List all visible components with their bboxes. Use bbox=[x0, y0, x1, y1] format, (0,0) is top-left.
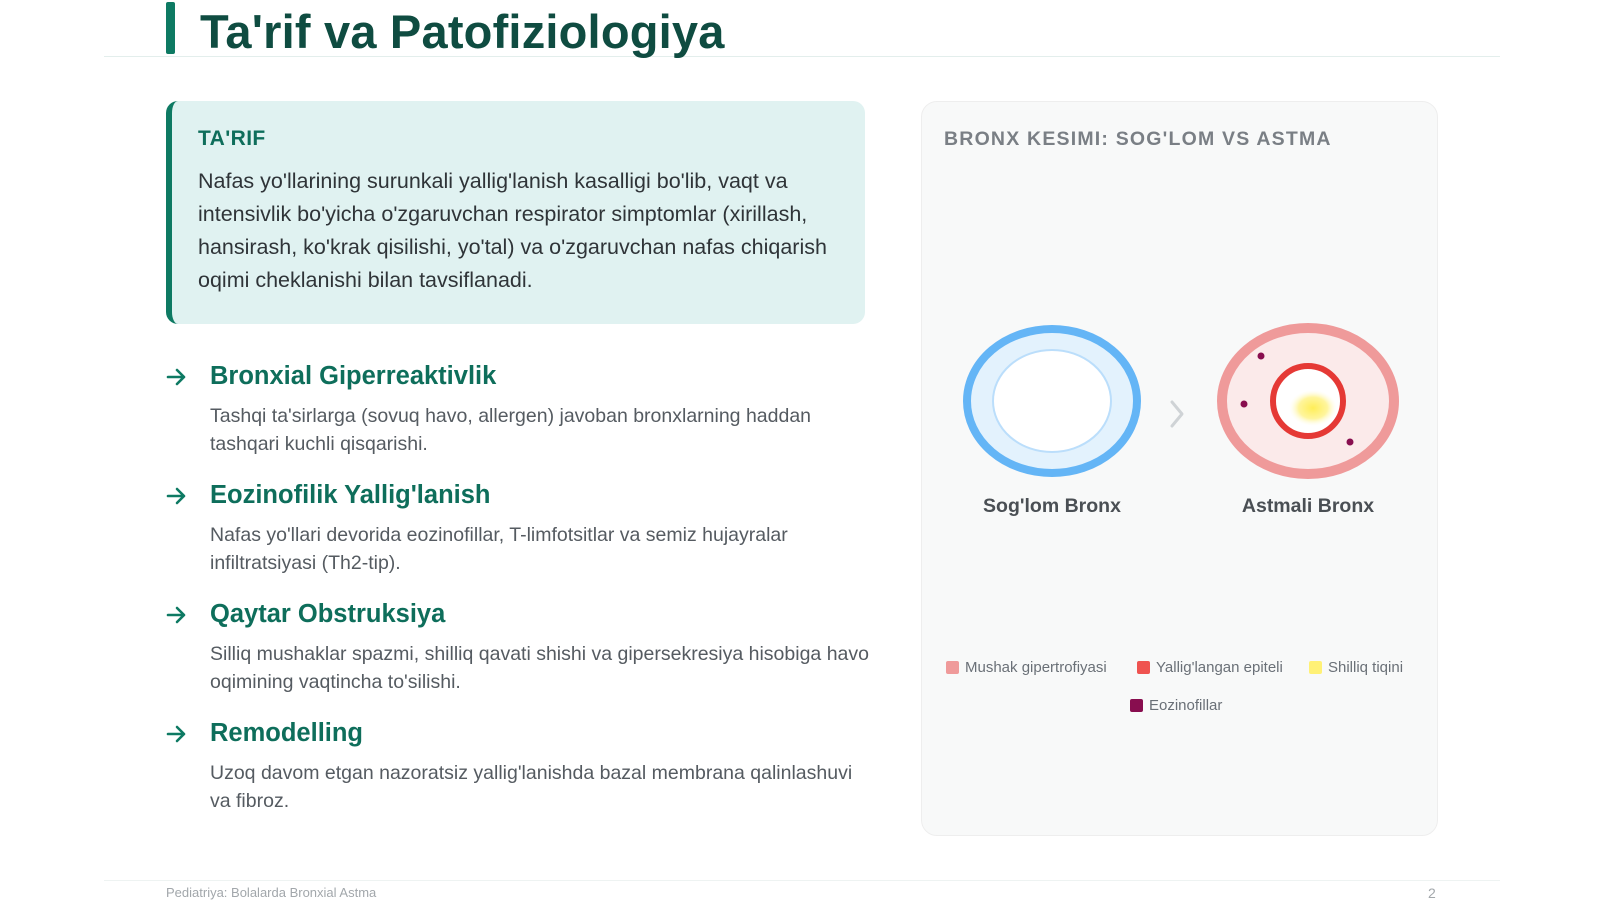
page-number: 2 bbox=[1428, 885, 1436, 900]
arrow-right-icon bbox=[166, 723, 188, 745]
legend-item bbox=[1130, 697, 1222, 714]
item-description: Nafas yo'llari devorida eozinofillar, T-limfotsitlar va semiz hujayralar infiltratsiyasi (Th2-tip). bbox=[210, 524, 788, 574]
footer-divider bbox=[104, 880, 1500, 881]
definition-label: TA'RIF bbox=[198, 127, 266, 150]
item-description: Silliq mushaklar spazmi, shilliq qavati shishi va gipersekresiya hisobiga havo oqimining vaqtincha to'silishi. bbox=[210, 643, 869, 693]
legend-swatch bbox=[1137, 661, 1150, 674]
list-item bbox=[166, 481, 866, 600]
page-title: Ta'rif va Patofiziologiya bbox=[200, 5, 725, 58]
bronchus-diagram bbox=[922, 102, 1439, 837]
asthmatic-bronchus bbox=[1222, 328, 1394, 474]
legend-item bbox=[1309, 659, 1403, 676]
arrow-right-icon bbox=[166, 366, 188, 388]
legend-item bbox=[946, 659, 1107, 676]
healthy-bronchus-label: Sog'lom Bronx bbox=[983, 495, 1121, 517]
item-title: Bronxial Giperreaktivlik bbox=[210, 362, 497, 390]
chevron-right-icon bbox=[1172, 402, 1182, 426]
item-description: Tashqi ta'sirlarga (sovuq havo, allergen) javoban bronxlarning haddan tashqari kuchli qisqarishi. bbox=[210, 405, 812, 455]
footer-text: Pediatriya: Bolalarda Bronxial Astma bbox=[166, 885, 377, 900]
legend-label: Yallig'langan epiteli bbox=[1156, 659, 1283, 676]
legend-swatch bbox=[946, 661, 959, 674]
arrow-right-icon bbox=[166, 485, 188, 507]
item-description: Uzoq davom etgan nazoratsiz yallig'lanishda bazal membrana qalinlashuvi va fibroz. bbox=[210, 762, 853, 812]
legend-label: Eozinofillar bbox=[1149, 697, 1223, 714]
legend-label: Mushak gipertrofiyasi bbox=[965, 659, 1107, 676]
title-accent-bar bbox=[166, 2, 175, 54]
definition-box bbox=[166, 101, 865, 324]
legend-label: Shilliq tiqini bbox=[1328, 659, 1404, 676]
list-item bbox=[166, 600, 869, 719]
item-title: Eozinofilik Yallig'lanish bbox=[210, 481, 491, 509]
slide-header bbox=[104, 0, 1500, 57]
item-title: Qaytar Obstruksiya bbox=[210, 600, 446, 628]
legend-swatch bbox=[1130, 699, 1143, 712]
bronchus-comparison-panel bbox=[921, 101, 1438, 836]
asthmatic-bronchus-label: Astmali Bronx bbox=[1241, 495, 1375, 517]
arrow-right-icon bbox=[166, 604, 188, 626]
legend-swatch bbox=[1309, 661, 1322, 674]
list-item bbox=[166, 719, 866, 838]
item-title: Remodelling bbox=[210, 719, 364, 747]
healthy-bronchus bbox=[967, 329, 1137, 473]
list-item bbox=[166, 362, 866, 481]
panel-title: BRONX KESIMI: SOG'LOM VS ASTMA bbox=[944, 128, 1332, 150]
legend-item bbox=[1137, 659, 1283, 676]
mechanism-list bbox=[166, 362, 869, 838]
definition-text: Nafas yo'llarining surunkali yallig'lanish kasalligi bo'lib, vaqt va intensivlik bo'yicha o'zgaruvchan respirator simptomlar (xirillash, hansirash, ko'krak qisilishi, yo'tal) va o'zgaruvchan nafas chiqarish oqimi cheklanishi bilan tavsiflanadi. bbox=[198, 169, 827, 292]
